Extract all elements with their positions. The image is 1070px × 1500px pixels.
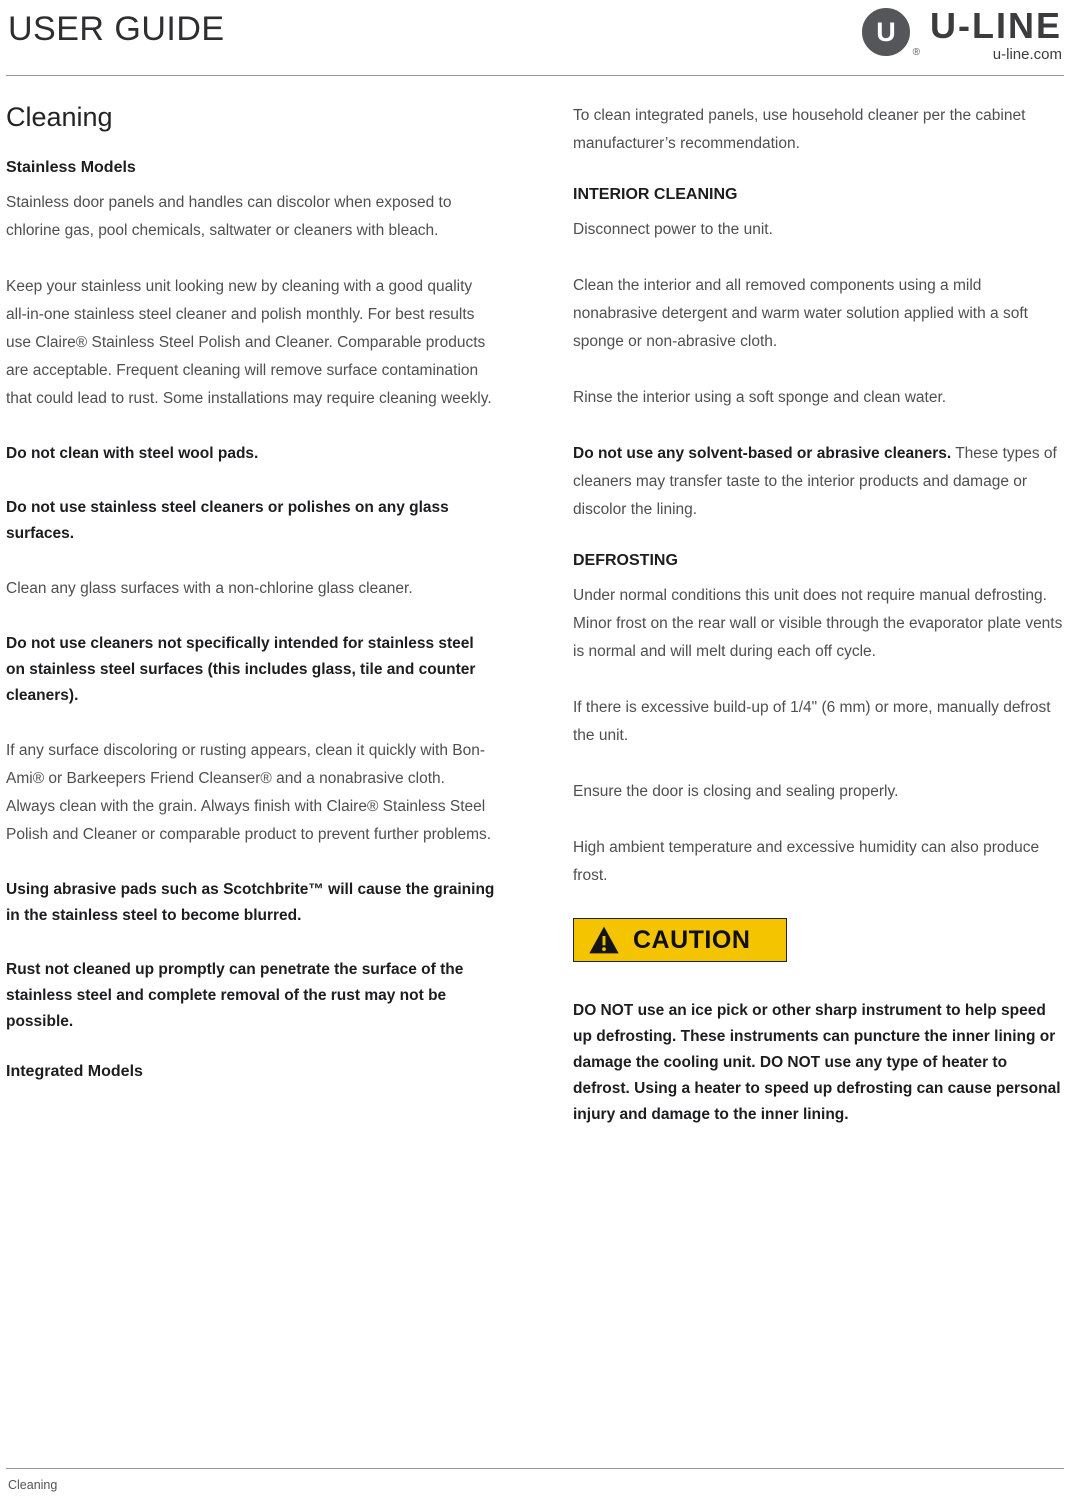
uline-brand-wordmark: U-LINE: [930, 5, 1062, 46]
paragraph-defrost-normal: Under normal conditions this unit does not require manual defrosting. Minor frost on the rear wall or visible through the evaporator plate vents is normal and will melt during each off cycle.: [573, 587, 1063, 660]
warning-solvent-cleaners-rest: These types of cleaners may transfer taste to the interior products and damage or discolor the lining.: [573, 445, 1057, 518]
warning-steel-wool: Do not clean with steel wool pads.: [6, 445, 259, 462]
paragraph-defrost-buildup: If there is excessive build-up of 1/4" (6 mm) or more, manually defrost the unit.: [573, 699, 1051, 744]
two-column-content: [6, 76, 1064, 1156]
caution-label: CAUTION: [633, 925, 751, 954]
uline-logo-text: [930, 5, 1062, 63]
registered-trademark-symbol: ®: [912, 47, 920, 58]
warning-abrasive-pads: Using abrasive pads such as Scotchbrite™ will cause the graining in the stainless steel to become blurred.: [6, 881, 495, 924]
caution-banner: [573, 918, 787, 962]
page-footer: [6, 1468, 1064, 1492]
uline-logo-mark: [862, 8, 920, 56]
right-column: [573, 102, 1063, 1156]
defrosting-heading: DEFROSTING: [573, 552, 678, 569]
uline-monogram-letter: U: [876, 16, 896, 47]
warning-ice-pick: DO NOT use an ice pick or other sharp instrument to help speed up defrosting. These instruments can puncture the inner lining or damage the cooling unit. DO NOT use any type of heater to defrost. Using a heater to speed up defrosting can cause personal injury and damage to the inner lining.: [573, 1002, 1061, 1123]
doc-title: USER GUIDE: [8, 10, 225, 48]
integrated-models-heading: Integrated Models: [6, 1063, 143, 1080]
stainless-models-heading: Stainless Models: [6, 159, 136, 176]
warning-glass-surfaces: Do not use stainless steel cleaners or polishes on any glass surfaces.: [6, 499, 449, 542]
warning-nonstainless-cleaners: Do not use cleaners not specifically intended for stainless steel on stainless steel surfaces (this includes glass, tile and counter cleaners).: [6, 635, 476, 704]
paragraph-humidity-frost: High ambient temperature and excessive humidity can also produce frost.: [573, 839, 1040, 884]
paragraph-integrated-panels: To clean integrated panels, use household cleaner per the cabinet manufacturer’s recommendation.: [573, 107, 1026, 152]
page-header: [6, 0, 1064, 76]
paragraph-door-sealing: Ensure the door is closing and sealing properly.: [573, 783, 899, 800]
uline-logo: [862, 5, 1062, 63]
paragraph-rinse-interior: Rinse the interior using a soft sponge and clean water.: [573, 389, 947, 406]
paragraph-rust-treatment: If any surface discoloring or rusting appears, clean it quickly with Bon-Ami® or Barkeepers Friend Cleanser® and a nonabrasive cloth. Always clean with the grain. Always finish with Claire® Stainless Steel Polish and Cleaner or comparable product to prevent further problems.: [6, 742, 492, 843]
paragraph-stainless-discolor: Stainless door panels and handles can discolor when exposed to chlorine gas, pool chemicals, saltwater or cleaners with bleach.: [6, 194, 452, 239]
paragraph-glass-cleaner: Clean any glass surfaces with a non-chlorine glass cleaner.: [6, 580, 413, 597]
uline-website-text: u-line.com: [992, 46, 1062, 63]
paragraph-clean-interior: Clean the interior and all removed components using a mild nonabrasive detergent and warm water solution applied with a soft sponge or non-abrasive cloth.: [573, 277, 1028, 350]
uline-monogram-icon: [862, 8, 910, 56]
left-column: [6, 102, 496, 1156]
footer-section-label: Cleaning: [8, 1478, 58, 1492]
page-title: Cleaning: [6, 102, 113, 132]
warning-rust-penetration: Rust not cleaned up promptly can penetrate the surface of the stainless steel and complete removal of the rust may not be possible.: [6, 961, 464, 1030]
caution-triangle-icon: [588, 925, 620, 955]
interior-cleaning-heading: INTERIOR CLEANING: [573, 186, 738, 203]
warning-solvent-cleaners: [573, 440, 1063, 524]
paragraph-disconnect-power: Disconnect power to the unit.: [573, 221, 773, 238]
paragraph-stainless-care: Keep your stainless unit looking new by cleaning with a good quality all-in-one stainless steel cleaner and polish monthly. For best results use Claire® Stainless Steel Polish and Cleaner. Comparable products are acceptable. Frequent cleaning will remove surface contamination that could lead to rust. Some installations may require cleaning weekly.: [6, 278, 492, 407]
warning-solvent-cleaners-lead: Do not use any solvent-based or abrasive cleaners.: [573, 445, 952, 462]
